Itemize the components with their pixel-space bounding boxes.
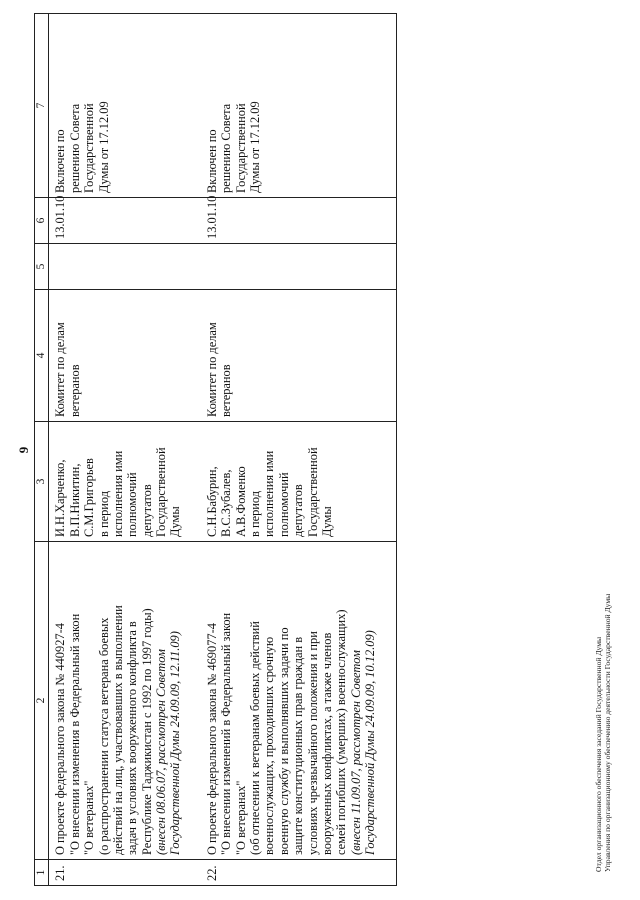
status-cell: [201, 14, 396, 198]
author-line: Думы: [319, 506, 334, 537]
bill-title-line: задач в условиях вооруженного конфликта в: [125, 621, 140, 855]
status-cell: [49, 14, 201, 198]
bill-title-line: действий на лиц, участвовавших в выполнении: [110, 605, 125, 855]
bill-title-line: О проекте федерального закона № 440927-4: [53, 623, 68, 855]
column-header: 4: [35, 290, 49, 422]
author-line: полномочий: [276, 472, 291, 537]
bill-title-line: (о распространении статуса ветерана боевых: [96, 617, 111, 855]
status-line: Государственной: [82, 103, 97, 193]
bill-title-line: "О внесении изменений в Федеральный закон: [219, 612, 234, 855]
bill-title-line: "О ветеранах": [82, 780, 97, 855]
row-number: 21.: [49, 860, 201, 886]
status-line: Думы от 17.12.09: [248, 101, 263, 193]
bills-table: [34, 13, 397, 886]
author-line: в период: [96, 490, 111, 537]
author-line: В.С.Зубалев,: [219, 469, 234, 537]
bill-title-line: вооруженных конфликтах, а также членов: [319, 632, 334, 855]
date-cell: 13.01.10: [49, 198, 201, 244]
footer-department: [594, 594, 613, 872]
author-line: исполнения ими: [262, 450, 277, 537]
footer-line: Управления по организационному обеспечению деятельности Государственной Думы: [603, 593, 613, 872]
table-row: [201, 14, 396, 886]
bill-title-line: "О ветеранах": [233, 780, 248, 855]
bill-title-line: военную службу и выполнявших задачи по: [276, 627, 291, 855]
bill-note-line: Государственной Думы 24.09.09, 10.12.09): [363, 630, 378, 855]
author-line: депутатов: [291, 484, 306, 537]
column-header: 2: [35, 542, 49, 860]
bill-title-line: защите конституционных прав граждан в: [291, 636, 306, 855]
author-line: С.Н.Бабурин,: [204, 466, 219, 537]
table-row: [49, 14, 201, 886]
column-header: 5: [35, 244, 49, 290]
author-line: Думы: [168, 506, 183, 537]
author-line: А.В.Фоменко: [233, 466, 248, 537]
status-line: решению Совета: [219, 103, 234, 193]
bill-title-cell: [201, 542, 396, 860]
committee-line: ветеранов: [219, 364, 234, 417]
column-5-cell: [49, 244, 201, 290]
column-number-header-row: [35, 14, 49, 886]
bill-note-line: Государственной Думы 24.09.09, 12.11.09): [168, 631, 183, 855]
bill-title-line: "О внесении изменения в Федеральный закон: [67, 613, 82, 855]
committee-line: Комитет по делам: [53, 322, 68, 417]
author-line: полномочий: [125, 472, 140, 537]
author-line: Государственной: [305, 447, 320, 537]
author-line: В.П.Никитин,: [67, 463, 82, 537]
author-line: депутатов: [139, 484, 154, 537]
bill-title-cell: [49, 542, 201, 860]
authors-cell: [49, 422, 201, 542]
column-header: 7: [35, 14, 49, 198]
status-line: Включен по: [53, 129, 68, 193]
date-cell: 13.01.10: [201, 198, 396, 244]
column-header: 6: [35, 198, 49, 244]
committee-cell: [201, 290, 396, 422]
bill-title-line: (об отнесении к ветеранам боевых действий: [248, 621, 263, 855]
page-number: 9: [16, 446, 31, 454]
column-5-cell: [201, 244, 396, 290]
status-line: Думы от 17.12.09: [96, 101, 111, 193]
bill-title-line: условиях чрезвычайного положения и при: [305, 631, 320, 855]
bill-note-line: (внесен 08.06.07, рассмотрен Советом: [154, 649, 169, 855]
author-line: Государственной: [154, 447, 169, 537]
bill-title-line: Республике Таджикистан с 1992 по 1997 годы): [139, 608, 154, 855]
bill-title-line: О проекте федерального закона № 469077-4: [204, 623, 219, 855]
column-header: 1: [35, 860, 49, 886]
committee-line: ветеранов: [67, 364, 82, 417]
row-number: 22.: [201, 860, 396, 886]
committee-cell: [49, 290, 201, 422]
author-line: в период: [248, 490, 263, 537]
authors-cell: [201, 422, 396, 542]
status-line: решению Совета: [67, 103, 82, 193]
status-line: Включен по: [204, 129, 219, 193]
author-line: С.М.Григорьев: [82, 458, 97, 537]
author-line: исполнения ими: [110, 450, 125, 537]
author-line: И.Н.Харченко,: [53, 459, 68, 537]
bill-title-line: семей погибших (умерших) военнослужащих): [334, 609, 349, 855]
committee-line: Комитет по делам: [204, 322, 219, 417]
status-line: Государственной: [233, 103, 248, 193]
column-header: 3: [35, 422, 49, 542]
bill-note-line: (внесен 11.09.07, рассмотрен Советом: [348, 650, 363, 855]
bill-title-line: военнослужащих, проходивших срочную: [262, 636, 277, 855]
footer-line: Отдел организационного обеспечения заседаний Государственной Думы: [594, 636, 603, 872]
